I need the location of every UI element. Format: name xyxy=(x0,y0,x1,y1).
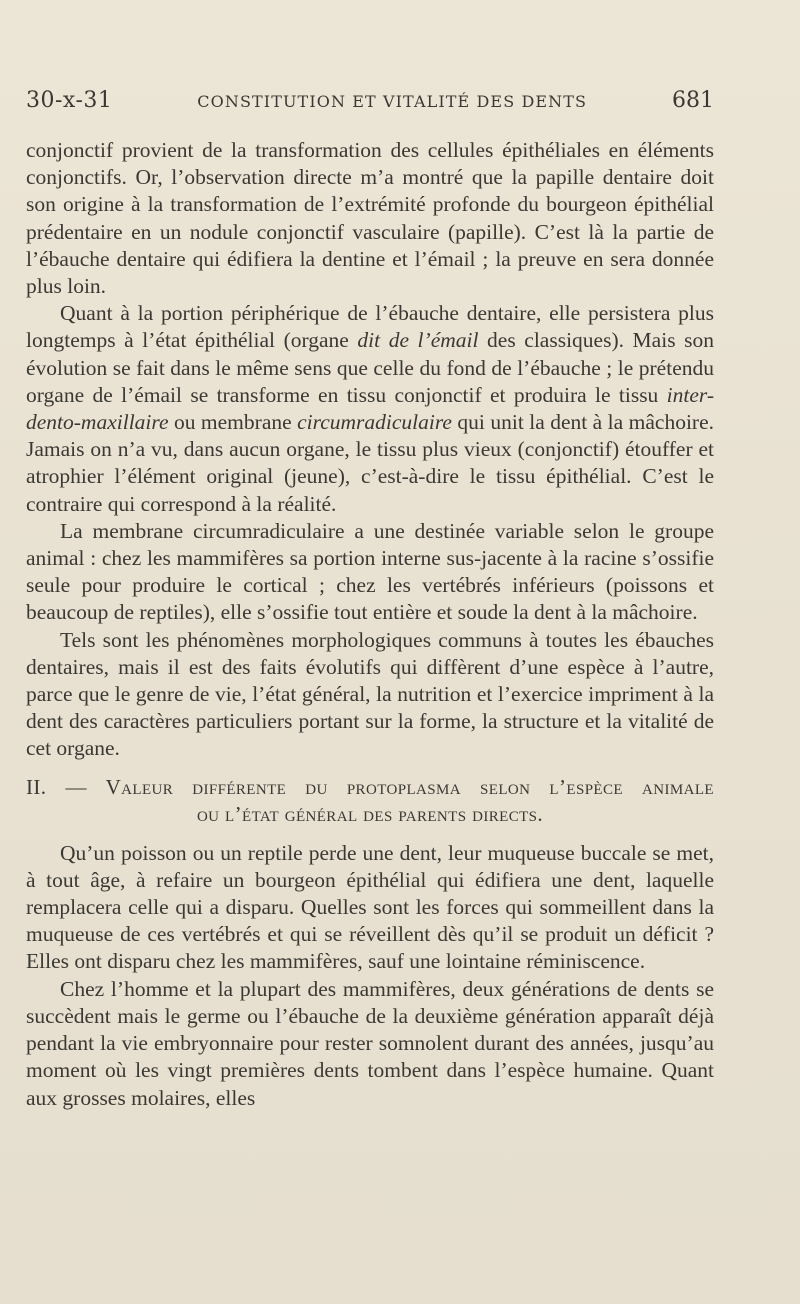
italic-term: inter-dento-maxillaire xyxy=(26,382,714,435)
italic-term: circumradiculaire xyxy=(297,410,452,435)
running-header xyxy=(26,88,714,118)
section-heading-line: II. — Valeur différente du protoplasma selon l’espèce animale xyxy=(26,774,714,799)
paragraph: Chez l’homme et la plupart des mammifères, deux générations de dents se succèdent mais le germe ou l’ébauche de la deuxième génération apparaît déjà pendant la vie embryonnaire pour rester somnolent durant des années, jusqu’au moment où les vingt premières dents tombent dans l’espèce humaine. Quant aux grosses molaires, elles xyxy=(26,976,714,1110)
section-heading-line: ou l’état général des parents directs. xyxy=(196,801,544,826)
paragraph-text: qui unit la dent à la mâchoire. Jamais on n’a vu, dans aucun organe, le tissu plus vieux (conjonctif) étouffer et atrophier l’élément original (jeune), c’est-à-dire le tissu épithélial. C’est le contraire qui correspond à la réalité. xyxy=(26,410,714,516)
header-date: 30-x-31 xyxy=(26,88,113,113)
paragraph: Qu’un poisson ou un reptile perde une dent, leur muqueuse buccale se met, à tout âge, à refaire un bourgeon épithélial qui édifiera une dent, laquelle remplacera celle qui a disparu. Quelles sont les forces qui sommeillent dans la muqueuse de ces vertébrés et qui se réveillent dès qu’il se produit un déficit ? Elles ont disparu chez les mammifères, sauf une lointaine réminiscence. xyxy=(26,840,714,974)
body-text xyxy=(26,137,714,1112)
section-heading xyxy=(26,774,714,828)
italic-term: dit de l’émail xyxy=(357,328,479,353)
paragraph xyxy=(26,300,714,518)
header-title: CONSTITUTION ET VITALITÉ DES DENTS xyxy=(197,92,588,111)
paragraph-text: ou membrane xyxy=(168,410,298,435)
paragraph: La membrane circumradiculaire a une destinée variable selon le groupe animal : chez les mammifères sa portion interne sus-jacente à la racine s’ossifie seule pour produire le cortical ; chez les vertébrés inférieurs (poissons et beaucoup de reptiles), elle s’ossifie tout entière et soude la dent à la mâchoire. xyxy=(26,518,714,625)
paragraph-text: des classiques). Mais son évolution se fait dans le même sens que celle du fond de l’ébauche ; le prétendu organe de l’émail se transforme en tissu conjonctif et produira le tissu xyxy=(26,328,714,407)
page-number: 681 xyxy=(671,88,714,113)
paragraph: Tels sont les phénomènes morphologiques communs à toutes les ébauches dentaires, mais il est des faits évolutifs qui diffèrent d’une espèce à l’autre, parce que le genre de vie, l’état général, la nutrition et l’exercice impriment à la dent des caractères particuliers portant sur la forme, la structure et la vitalité de cet organe. xyxy=(26,627,714,761)
paragraph-text: Quant à la portion périphérique de l’ébauche dentaire, elle persistera plus longtemps à l’état épithélial (organe xyxy=(26,301,714,353)
paragraph: conjonctif provient de la transformation des cellules épithéliales en éléments conjonctifs. Or, l’observation directe m’a montré que la papille dentaire doit son origine à la transformation de l’extrémité profonde du bourgeon épithélial prédentaire en un nodule conjonctif vasculaire (papille). C’est là la partie de l’ébauche dentaire qui édifiera la dentine et l’émail ; la preuve en sera donnée plus loin. xyxy=(26,138,714,299)
